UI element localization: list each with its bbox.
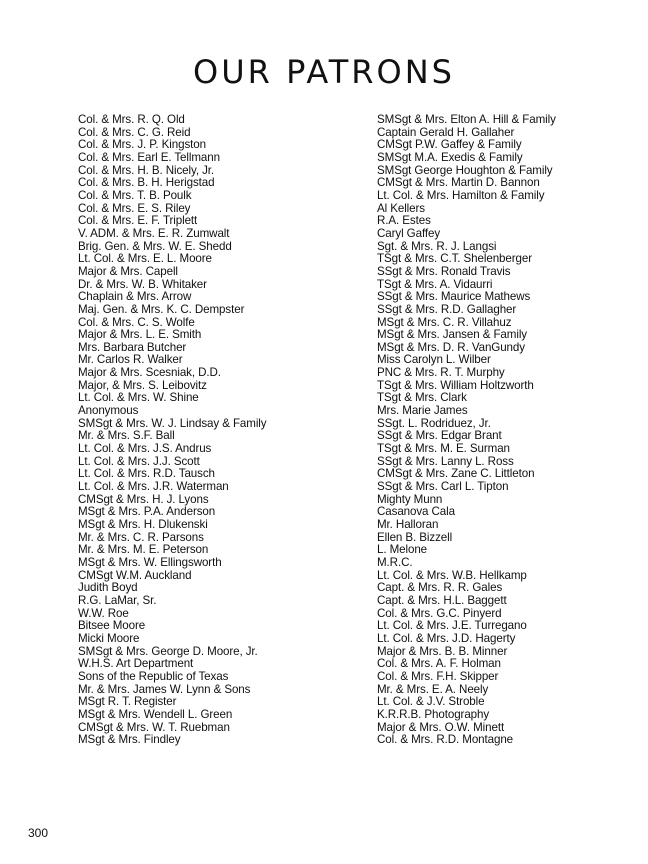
page-title: OUR PATRONS (193, 53, 455, 91)
patron-entry: Major & Mrs. Capell (78, 264, 178, 278)
patron-entry: Sgt. & Mrs. R. J. Langsi (377, 239, 497, 253)
patron-entry: Col. & Mrs. G.C. Pinyerd (377, 606, 502, 620)
patron-entry: SMSgt & Mrs. W. J. Lindsay & Family (78, 416, 267, 430)
patron-entry: Major & Mrs. Scesniak, D.D. (78, 366, 221, 380)
patron-entry: Col. & Mrs. Earl E. Tellmann (78, 150, 220, 164)
patron-entry: Mr. & Mrs. M. E. Peterson (78, 543, 209, 557)
patron-entry: Col. & Mrs. A. F. Holman (377, 657, 501, 671)
patron-entry: CMSgt & Mrs. H. J. Lyons (78, 492, 209, 506)
patron-entry: CMSgt & Mrs. Martin D. Bannon (377, 176, 540, 190)
patron-entry: Bitsee Moore (78, 619, 146, 633)
patron-entry: Anonymous (78, 404, 139, 418)
patron-entry: Dr. & Mrs. W. B. Whitaker (78, 277, 207, 291)
patron-entry: Micki Moore (78, 631, 140, 645)
patron-entry: SSgt & Mrs. Carl L. Tipton (377, 480, 509, 494)
patron-entry: Mr. Carlos R. Walker (78, 353, 183, 367)
patron-entry: M.R.C. (377, 555, 413, 569)
patron-entry: CMSgt & Mrs. W. T. Ruebman (78, 720, 230, 734)
patron-entry: Col. & Mrs. E. S. Riley (78, 201, 191, 215)
patron-entry: Lt. Col. & Mrs. E. L. Moore (78, 252, 212, 266)
patron-entry: Col. & Mrs. J. P. Kingston (78, 138, 206, 152)
patron-entry: SSgt & Mrs. Lanny L. Ross (377, 454, 514, 468)
patron-entry: Mrs. Marie James (377, 404, 468, 418)
patron-entry: Major & Mrs. B. B. Minner (377, 644, 508, 658)
patron-entry: K.R.R.B. Photography (377, 707, 490, 721)
patron-entry: Mrs. Barbara Butcher (78, 340, 187, 354)
page-number: 300 (28, 826, 49, 840)
patron-entry: MSgt & Mrs. P.A. Anderson (78, 505, 216, 519)
patron-entry: SMSgt M.A. Exedis & Family (377, 150, 523, 164)
patron-entry: Lt. Col. & Mrs. J.S. Andrus (78, 442, 212, 456)
patron-entry: Col. & Mrs. F.H. Skipper (377, 669, 499, 683)
patron-entry: SSgt & Mrs. Edgar Brant (377, 429, 502, 443)
patron-entry: Judith Boyd (78, 581, 138, 595)
patron-entry: Col. & Mrs. H. B. Nicely, Jr. (78, 163, 215, 177)
patron-entry: MSgt & Mrs. H. Dlukenski (78, 518, 208, 531)
patron-entry: Mr. & Mrs. C. R. Parsons (78, 530, 204, 544)
patron-entry: Lt. Col. & Mrs. W.B. Hellkamp (377, 568, 527, 582)
patron-entry: Col. & Mrs. C. S. Wolfe (78, 315, 195, 329)
patron-entry: MSgt & Mrs. Wendell L. Green (78, 707, 233, 721)
patron-entry: W.W. Roe (78, 606, 129, 620)
patron-entry: Col. & Mrs. B. H. Herigstad (78, 176, 215, 190)
patron-list-left (78, 114, 368, 747)
patron-entry: Brig. Gen. & Mrs. W. E. Shedd (78, 239, 232, 253)
patron-entry: Maj. Gen. & Mrs. K. C. Dempster (78, 302, 245, 316)
patron-entry: Sons of the Republic of Texas (78, 669, 229, 683)
patron-entry: CMSgt W.M. Auckland (78, 568, 192, 582)
patron-entry: Lt. Col. & Mrs. J.R. Waterman (78, 480, 229, 494)
patron-entry: Mr. Halloran (377, 518, 439, 531)
patron-entry: R.G. LaMar, Sr. (78, 593, 157, 607)
patron-entry: V. ADM. & Mrs. E. R. Zumwalt (78, 226, 230, 240)
patron-entry: Col. & Mrs. T. B. Poulk (78, 188, 192, 202)
patron-entry: PNC & Mrs. R. T. Murphy (377, 366, 505, 380)
patron-entry: Lt. Col. & Mrs. W. Shine (78, 391, 199, 405)
patron-entry: TSgt & Mrs. M. E. Surman (377, 442, 510, 456)
patron-entry: SMSgt & Mrs. Elton A. Hill & Family (377, 113, 556, 126)
patron-entry: Caryl Gaffey (377, 226, 441, 240)
patron-entry: Major, & Mrs. S. Leibovitz (78, 378, 207, 392)
patron-entry: SSgt & Mrs. R.D. Gallagher (377, 302, 517, 316)
patron-entry: SMSgt & Mrs. George D. Moore, Jr. (78, 644, 258, 658)
patron-entry: Lt. Col. & J.V. Stroble (377, 695, 485, 709)
patron-entry: SSgt & Mrs. Ronald Travis (377, 264, 511, 278)
patron-entry: Lt. Col. & Mrs. Hamilton & Family (377, 188, 545, 202)
patron-entry: Capt. & Mrs. R. R. Gales (377, 581, 503, 595)
patron-entry: Mr. & Mrs. E. A. Neely (377, 682, 489, 696)
patron-entry: Ellen B. Bizzell (377, 530, 453, 544)
patron-entry: TSgt & Mrs. William Holtzworth (377, 378, 534, 392)
patron-entry: MSgt & Mrs. W. Ellingsworth (78, 555, 222, 569)
patron-entry: Col. & Mrs. C. G. Reid (78, 125, 191, 139)
patron-entry: Capt. & Mrs. H.L. Baggett (377, 593, 507, 607)
patron-entry: Miss Carolyn L. Wilber (377, 353, 491, 367)
patron-entry: SMSgt George Houghton & Family (377, 163, 553, 177)
patron-entry: Lt. Col. & Mrs. J.E. Turregano (377, 619, 527, 633)
patron-entry: Mr. & Mrs. James W. Lynn & Sons (78, 682, 251, 696)
patron-entry: Al Kellers (377, 201, 425, 215)
patron-entry: MSgt & Mrs. C. R. Villahuz (377, 315, 512, 329)
patron-entry: Chaplain & Mrs. Arrow (78, 290, 192, 304)
patron-entry: Col. & Mrs. E. F. Triplett (78, 214, 198, 228)
patron-entry: Mighty Munn (377, 492, 443, 506)
patron-entry: Lt. Col. & Mrs. J.D. Hagerty (377, 631, 516, 645)
patron-entry: Lt. Col. & Mrs. J.J. Scott (78, 454, 200, 468)
patron-list-right (377, 114, 637, 747)
patron-entry: Col. & Mrs. R.D. Montagne (377, 733, 514, 747)
patron-entry: L. Melone (377, 543, 428, 557)
patron-entry: SSgt & Mrs. Maurice Mathews (377, 290, 531, 304)
patron-entry: CMSgt P.W. Gaffey & Family (377, 138, 522, 152)
patron-entry: Major & Mrs. L. E. Smith (78, 328, 202, 342)
patron-entry: SSgt. L. Rodriduez, Jr. (377, 416, 491, 430)
patron-entry: W.H.S. Art Department (78, 657, 194, 671)
patron-entry: Major & Mrs. O.W. Minett (377, 720, 505, 734)
patron-entry: TSgt & Mrs. A. Vidaurri (377, 277, 493, 291)
patron-entry: MSgt & Mrs. Findley (78, 733, 181, 747)
patron-entry: MSgt & Mrs. Jansen & Family (377, 328, 527, 342)
patron-entry: MSgt R. T. Register (78, 695, 177, 709)
patron-entry: Casanova Cala (377, 505, 455, 519)
patron-entry: CMSgt & Mrs. Zane C. Littleton (377, 467, 535, 481)
patron-entry: TSgt & Mrs. Clark (377, 391, 467, 405)
patron-entry: Col. & Mrs. R. Q. Old (78, 113, 185, 126)
patron-entry: Captain Gerald H. Gallaher (377, 125, 515, 139)
patron-entry: R.A. Estes (377, 214, 431, 228)
patron-entry: TSgt & Mrs. C.T. Shelenberger (377, 252, 532, 266)
patron-entry: Lt. Col. & Mrs. R.D. Tausch (78, 467, 215, 481)
patron-entry: Mr. & Mrs. S.F. Ball (78, 429, 175, 443)
patron-entry: MSgt & Mrs. D. R. VanGundy (377, 340, 525, 354)
